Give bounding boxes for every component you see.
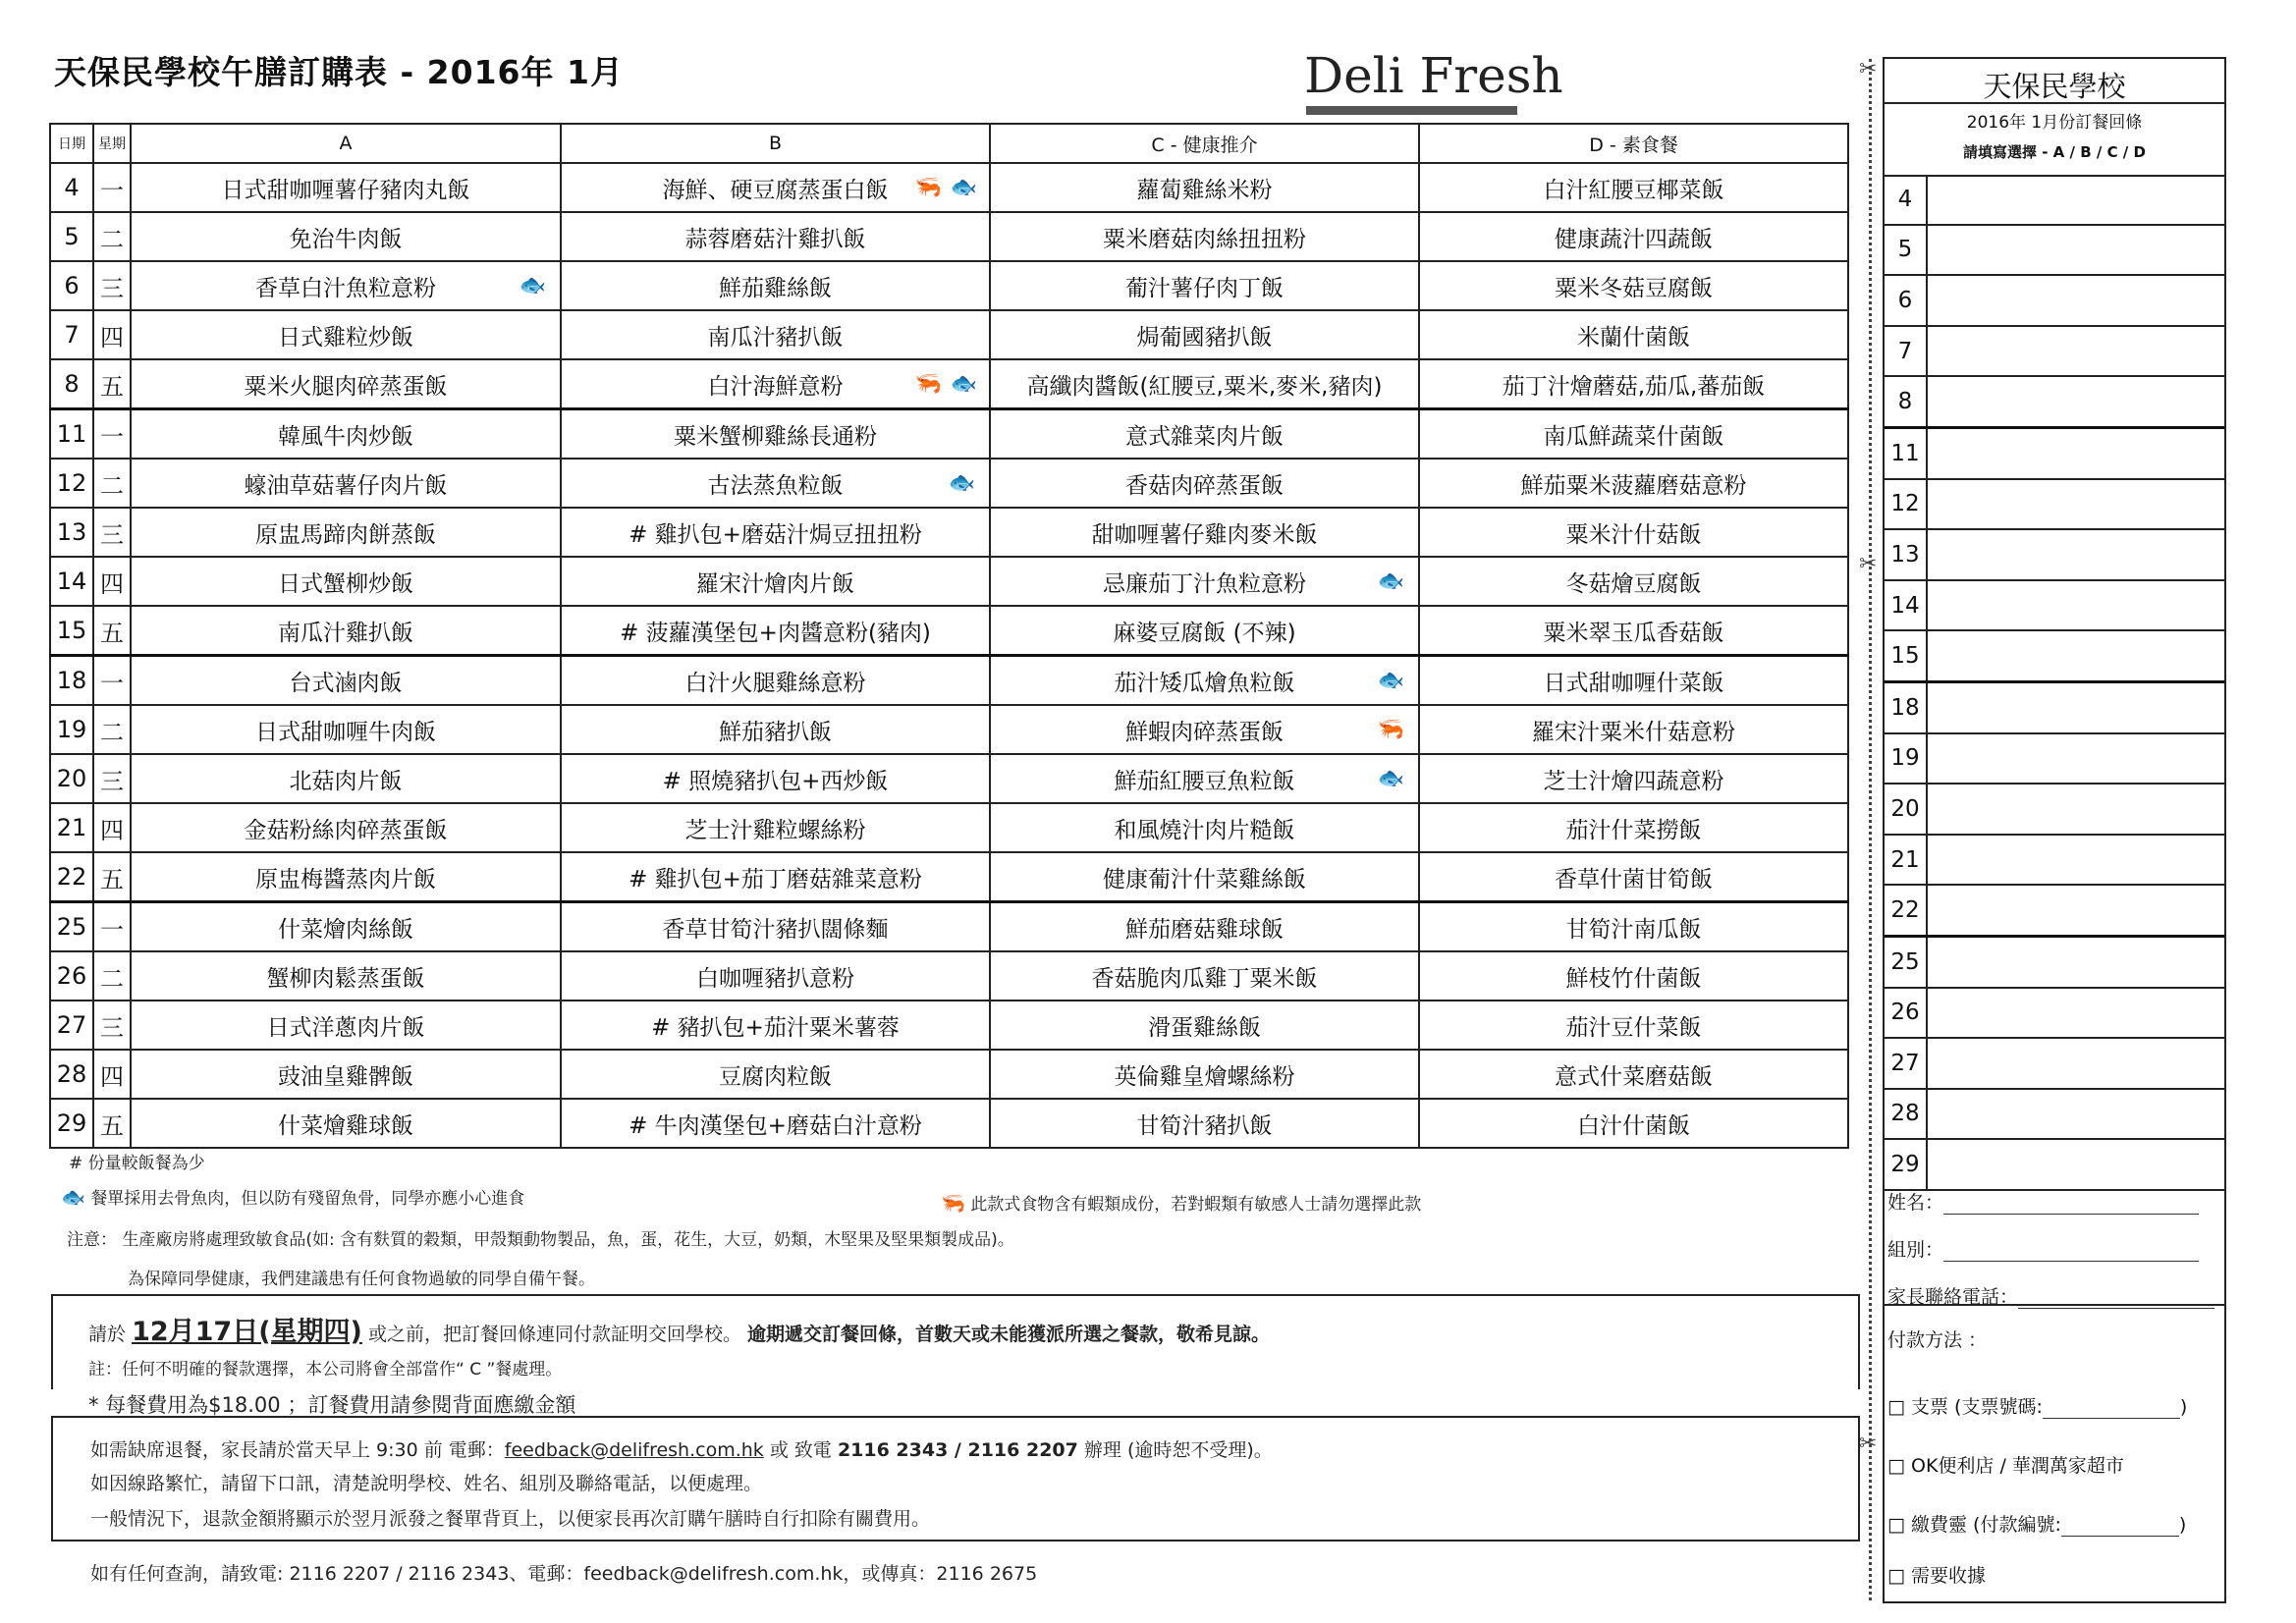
slip-row bbox=[1885, 1090, 2224, 1141]
menu-date: 26 bbox=[50, 951, 93, 1001]
menu-dish-c: 香菇肉碎蒸蛋飯 bbox=[990, 459, 1419, 508]
header-a: A bbox=[131, 124, 561, 163]
slip-day: 4 bbox=[1885, 175, 1928, 224]
slip-day: 19 bbox=[1885, 734, 1928, 784]
slip-row bbox=[1885, 276, 2224, 327]
shrimp-icon: 🦐 bbox=[941, 1191, 965, 1215]
menu-row bbox=[50, 459, 1848, 508]
class-label: 組別： bbox=[1887, 1239, 1944, 1261]
slip-row bbox=[1885, 683, 2224, 734]
menu-dish-c: 甘筍汁豬扒飯 bbox=[990, 1099, 1419, 1148]
menu-date: 6 bbox=[50, 261, 93, 310]
slip-day: 29 bbox=[1885, 1140, 1928, 1189]
menu-weekday: 五 bbox=[93, 359, 131, 409]
menu-date: 21 bbox=[50, 803, 93, 852]
menu-dish-d: 白汁紅腰豆椰菜飯 bbox=[1419, 163, 1848, 212]
menu-dish-b: # 牛肉漢堡包+磨菇白汁意粉 bbox=[561, 1099, 990, 1148]
note-hash: # 份量較飯餐為少 bbox=[69, 1154, 205, 1173]
menu-date: 25 bbox=[50, 902, 93, 952]
contact-line: 如有任何查詢，請致電: 2116 2207 / 2116 2343、電郵：feedback@delifresh.com.hk，或傳真：2116 2675 bbox=[90, 1563, 1038, 1585]
menu-weekday: 二 bbox=[93, 459, 131, 508]
menu-date: 11 bbox=[50, 409, 93, 460]
slip-choice-field[interactable] bbox=[1928, 429, 2224, 478]
fish-icon: 🐟 bbox=[950, 175, 977, 200]
menu-date: 13 bbox=[50, 508, 93, 557]
menu-dish-a: 台式滷肉飯 bbox=[131, 656, 561, 706]
menu-row bbox=[50, 1001, 1848, 1050]
slip-row bbox=[1885, 989, 2224, 1040]
menu-dish-a: 粟米火腿肉碎蒸蛋飯 bbox=[131, 359, 561, 409]
menu-weekday: 二 bbox=[93, 212, 131, 261]
menu-dish-a: 日式洋蔥肉片飯 bbox=[131, 1001, 561, 1050]
menu-dish-a: 日式雞粒炒飯 bbox=[131, 310, 561, 359]
payment-pps-option[interactable]: □ 繳費靈 (付款編號: ) bbox=[1887, 1514, 2187, 1536]
menu-row bbox=[50, 754, 1848, 803]
refund-line-2: 如因線路繁忙，請留下口訊，清楚說明學校、姓名、組別及聯絡電話，以便處理。 bbox=[90, 1473, 763, 1494]
slip-row bbox=[1885, 429, 2224, 480]
menu-date: 12 bbox=[50, 459, 93, 508]
menu-dish-b: 芝士汁雞粒螺絲粉 bbox=[561, 803, 990, 852]
menu-date: 18 bbox=[50, 656, 93, 706]
menu-dish-b: # 菠蘿漢堡包+肉醬意粉(豬肉) bbox=[561, 606, 990, 656]
menu-dish-b: 粟米蟹柳雞絲長通粉 bbox=[561, 409, 990, 460]
header-weekday: 星期 bbox=[93, 124, 131, 163]
slip-choice-field[interactable] bbox=[1928, 836, 2224, 885]
menu-dish-b: 羅宋汁燴肉片飯 bbox=[561, 557, 990, 606]
cheque-label: □ 支票 (支票號碼: bbox=[1887, 1396, 2043, 1418]
menu-dish-a: 南瓜汁雞扒飯 bbox=[131, 606, 561, 656]
slip-row bbox=[1885, 581, 2224, 632]
menu-dish-a: 日式蟹柳炒飯 bbox=[131, 557, 561, 606]
menu-dish-d: 粟米翠玉瓜香菇飯 bbox=[1419, 606, 1848, 656]
menu-row bbox=[50, 310, 1848, 359]
menu-weekday: 四 bbox=[93, 557, 131, 606]
menu-date: 28 bbox=[50, 1050, 93, 1099]
menu-dish-b: 蒜蓉磨菇汁雞扒飯 bbox=[561, 212, 990, 261]
refund-phone: 2116 2343 / 2116 2207 bbox=[837, 1439, 1078, 1461]
note-advice: 為保障同學健康，我們建議患有任何食物過敏的同學自備午餐。 bbox=[128, 1270, 595, 1289]
menu-dish-d: 南瓜鮮蔬菜什菌飯 bbox=[1419, 409, 1848, 460]
menu-dish-b: 鮮茄豬扒飯 bbox=[561, 705, 990, 754]
slip-day: 20 bbox=[1885, 784, 1928, 834]
menu-dish-c: 蘿蔔雞絲米粉 bbox=[990, 163, 1419, 212]
menu-dish-c: 高纖肉醬飯(紅腰豆,粟米,麥米,豬肉) bbox=[990, 359, 1419, 409]
menu-date: 7 bbox=[50, 310, 93, 359]
menu-dish-d: 茄汁豆什菜飯 bbox=[1419, 1001, 1848, 1050]
menu-row bbox=[50, 951, 1848, 1001]
menu-row bbox=[50, 1050, 1848, 1099]
menu-date: 15 bbox=[50, 606, 93, 656]
menu-row bbox=[50, 705, 1848, 754]
brand-logo: Deli Fresh bbox=[1304, 47, 1563, 104]
menu-date: 4 bbox=[50, 163, 93, 212]
slip-day: 26 bbox=[1885, 989, 1928, 1038]
refund-email[interactable]: feedback@delifresh.com.hk bbox=[504, 1439, 764, 1461]
menu-row bbox=[50, 656, 1848, 706]
menu-weekday: 四 bbox=[93, 310, 131, 359]
menu-weekday: 一 bbox=[93, 656, 131, 706]
payment-ok-option[interactable]: □ OK便利店 / 華潤萬家超市 bbox=[1887, 1455, 2124, 1477]
page-title: 天保民學校午膳訂購表 - 2016年 1月 bbox=[54, 53, 624, 91]
slip-choice-field[interactable] bbox=[1928, 226, 2224, 275]
menu-weekday: 一 bbox=[93, 409, 131, 460]
scissors-icon: ✂ bbox=[1859, 57, 1878, 81]
menu-table bbox=[49, 123, 1849, 1149]
fish-icon: 🐟 bbox=[1377, 668, 1404, 693]
menu-dish-a: 豉油皇雞髀飯 bbox=[131, 1050, 561, 1099]
slip-choice-field[interactable] bbox=[1928, 631, 2224, 680]
menu-weekday: 四 bbox=[93, 1050, 131, 1099]
menu-dish-d: 粟米汁什菇飯 bbox=[1419, 508, 1848, 557]
menu-dish-c: 英倫雞皇燴螺絲粉 bbox=[990, 1050, 1419, 1099]
menu-dish-c: 鮮蝦肉碎蒸蛋飯 🦐 bbox=[990, 705, 1419, 754]
menu-weekday: 四 bbox=[93, 803, 131, 852]
note-fish-text: 餐單採用去骨魚肉，但以防有殘留魚骨，同學亦應小心進食 bbox=[90, 1189, 525, 1209]
slip-choice-field[interactable] bbox=[1928, 581, 2224, 630]
menu-row bbox=[50, 803, 1848, 852]
menu-weekday: 五 bbox=[93, 1099, 131, 1148]
slip-choice-field[interactable] bbox=[1928, 683, 2224, 732]
fish-icon: 🐟 bbox=[948, 470, 975, 496]
order-default-note: 註：任何不明確的餐款選擇，本公司將會全部當作“ C ”餐處理。 bbox=[88, 1360, 563, 1380]
slip-choice-field[interactable] bbox=[1928, 784, 2224, 834]
menu-dish-b: 南瓜汁豬扒飯 bbox=[561, 310, 990, 359]
slip-day: 15 bbox=[1885, 631, 1928, 680]
menu-dish-b: # 豬扒包+茄汁粟米薯蓉 bbox=[561, 1001, 990, 1050]
menu-dish-d: 茄丁汁燴蘑菇,茄瓜,蕃茄飯 bbox=[1419, 359, 1848, 409]
menu-dish-c: 香菇脆肉瓜雞丁粟米飯 bbox=[990, 951, 1419, 1001]
menu-dish-c: 滑蛋雞絲飯 bbox=[990, 1001, 1419, 1050]
menu-row bbox=[50, 606, 1848, 656]
slip-choice-field[interactable] bbox=[1928, 1039, 2224, 1088]
payment-cheque-option[interactable]: □ 支票 (支票號碼: ) bbox=[1887, 1396, 2188, 1418]
slip-row bbox=[1885, 480, 2224, 531]
slip-choice-field[interactable] bbox=[1928, 480, 2224, 529]
menu-dish-d: 芝士汁燴四蔬意粉 bbox=[1419, 754, 1848, 803]
menu-dish-a: 香草白汁魚粒意粉 🐟 bbox=[131, 261, 561, 310]
slip-day: 11 bbox=[1885, 429, 1928, 478]
brand-underline bbox=[1306, 106, 1517, 115]
menu-dish-b: 海鮮、硬豆腐蒸蛋白飯 🦐 🐟 bbox=[561, 163, 990, 212]
menu-dish-b: 白咖喱豬扒意粉 bbox=[561, 951, 990, 1001]
menu-dish-b: 鮮茄雞絲飯 bbox=[561, 261, 990, 310]
slip-rows bbox=[1885, 175, 2224, 1191]
menu-dish-c: 焗葡國豬扒飯 bbox=[990, 310, 1419, 359]
slip-day: 12 bbox=[1885, 480, 1928, 529]
reply-slip-header bbox=[1885, 59, 2224, 177]
menu-dish-c: 麻婆豆腐飯 (不辣) bbox=[990, 606, 1419, 656]
name-field[interactable] bbox=[1887, 1188, 2199, 1215]
menu-dish-b: 香草甘筍汁豬扒闊條麵 bbox=[561, 902, 990, 952]
slip-row bbox=[1885, 784, 2224, 836]
menu-dish-c: 茄汁矮瓜燴魚粒飯 🐟 bbox=[990, 656, 1419, 706]
menu-row bbox=[50, 212, 1848, 261]
slip-day: 21 bbox=[1885, 836, 1928, 885]
menu-dish-d: 甘筍汁南瓜飯 bbox=[1419, 902, 1848, 952]
menu-dish-d: 米蘭什菌飯 bbox=[1419, 310, 1848, 359]
menu-dish-b: 白汁火腿雞絲意粉 bbox=[561, 656, 990, 706]
menu-row bbox=[50, 508, 1848, 557]
menu-date: 20 bbox=[50, 754, 93, 803]
menu-dish-c: 粟米磨菇肉絲扭扭粉 bbox=[990, 212, 1419, 261]
menu-dish-b: # 照燒豬扒包+西炒飯 bbox=[561, 754, 990, 803]
menu-date: 5 bbox=[50, 212, 93, 261]
slip-day: 13 bbox=[1885, 530, 1928, 579]
menu-dish-d: 羅宋汁粟米什菇意粉 bbox=[1419, 705, 1848, 754]
menu-dish-a: 韓風牛肉炒飯 bbox=[131, 409, 561, 460]
slip-choice-field[interactable] bbox=[1928, 938, 2224, 987]
menu-dish-b: 白汁海鮮意粉 🦐 🐟 bbox=[561, 359, 990, 409]
menu-dish-c: 甜咖喱薯仔雞肉麥米飯 bbox=[990, 508, 1419, 557]
menu-dish-b: 豆腐肉粒飯 bbox=[561, 1050, 990, 1099]
menu-row bbox=[50, 557, 1848, 606]
menu-dish-d: 意式什菜磨菇飯 bbox=[1419, 1050, 1848, 1099]
slip-day: 14 bbox=[1885, 581, 1928, 630]
slip-choice-field[interactable] bbox=[1928, 989, 2224, 1038]
menu-dish-c: 葡汁薯仔肉丁飯 bbox=[990, 261, 1419, 310]
slip-choice-field[interactable] bbox=[1928, 886, 2224, 935]
slip-row bbox=[1885, 938, 2224, 989]
menu-row bbox=[50, 261, 1848, 310]
menu-dish-d: 白汁什菌飯 bbox=[1419, 1099, 1848, 1148]
fish-icon: 🐟 bbox=[61, 1185, 85, 1209]
slip-day: 5 bbox=[1885, 226, 1928, 275]
menu-date: 19 bbox=[50, 705, 93, 754]
header-date: 日期 bbox=[50, 124, 93, 163]
menu-dish-c: 健康葡汁什菜雞絲飯 bbox=[990, 852, 1419, 902]
slip-choice-field[interactable] bbox=[1928, 530, 2224, 579]
slip-day: 27 bbox=[1885, 1039, 1928, 1088]
slip-day: 22 bbox=[1885, 886, 1928, 935]
parent-phone-label: 家長聯絡電話： bbox=[1887, 1286, 2019, 1308]
header-c: C - 健康推介 bbox=[990, 124, 1419, 163]
menu-dish-a: 北菇肉片飯 bbox=[131, 754, 561, 803]
slip-day: 6 bbox=[1885, 276, 1928, 325]
slip-row bbox=[1885, 734, 2224, 785]
slip-day: 7 bbox=[1885, 327, 1928, 376]
menu-dish-a: 日式甜咖喱薯仔豬肉丸飯 bbox=[131, 163, 561, 212]
slip-row bbox=[1885, 530, 2224, 581]
slip-row bbox=[1885, 1039, 2224, 1090]
menu-weekday: 三 bbox=[93, 261, 131, 310]
menu-dish-c: 忌廉茄丁汁魚粒意粉 🐟 bbox=[990, 557, 1419, 606]
menu-dish-a: 什菜燴雞球飯 bbox=[131, 1099, 561, 1148]
menu-weekday: 一 bbox=[93, 163, 131, 212]
slip-day: 18 bbox=[1885, 683, 1928, 732]
menu-dish-d: 粟米冬菇豆腐飯 bbox=[1419, 261, 1848, 310]
menu-dish-c: 和風燒汁肉片糙飯 bbox=[990, 803, 1419, 852]
order-deadline: 12月17日(星期四) bbox=[132, 1317, 362, 1347]
slip-row bbox=[1885, 175, 2224, 226]
fish-icon: 🐟 bbox=[519, 273, 546, 298]
slip-day: 28 bbox=[1885, 1090, 1928, 1139]
menu-weekday: 三 bbox=[93, 508, 131, 557]
menu-row bbox=[50, 852, 1848, 902]
menu-date: 8 bbox=[50, 359, 93, 409]
scissors-icon: ✂ bbox=[1859, 1432, 1878, 1456]
menu-dish-d: 冬菇燴豆腐飯 bbox=[1419, 557, 1848, 606]
menu-row bbox=[50, 359, 1848, 409]
scissors-icon: ✂ bbox=[1859, 552, 1878, 576]
menu-date: 27 bbox=[50, 1001, 93, 1050]
header-b: B bbox=[561, 124, 990, 163]
shrimp-icon: 🦐 bbox=[914, 175, 942, 200]
menu-dish-d: 茄汁什菜撈飯 bbox=[1419, 803, 1848, 852]
slip-choice-field[interactable] bbox=[1928, 327, 2224, 376]
note-fish bbox=[61, 1184, 524, 1209]
note-shrimp bbox=[941, 1190, 1421, 1215]
name-label: 姓名： bbox=[1887, 1192, 1944, 1214]
fish-icon: 🐟 bbox=[1377, 568, 1404, 594]
slip-row bbox=[1885, 631, 2224, 683]
menu-date: 29 bbox=[50, 1099, 93, 1148]
menu-dish-a: 免治牛肉飯 bbox=[131, 212, 561, 261]
slip-choice-field[interactable] bbox=[1928, 175, 2224, 224]
menu-row bbox=[50, 163, 1848, 212]
fish-icon: 🐟 bbox=[950, 371, 977, 397]
slip-choice-field[interactable] bbox=[1928, 734, 2224, 784]
slip-choice-field[interactable] bbox=[1928, 1140, 2224, 1189]
menu-weekday: 五 bbox=[93, 606, 131, 656]
order-middle: 或之前，把訂餐回條連同付款証明交回學校。 bbox=[367, 1324, 741, 1345]
menu-dish-b: # 雞扒包+磨菇汁焗豆扭扭粉 bbox=[561, 508, 990, 557]
menu-dish-d: 日式甜咖喱什菜飯 bbox=[1419, 656, 1848, 706]
note-caution: 注意： 生產廠房將處理致敏食品(如: 含有麩質的穀類，甲殼類動物製品，魚，蛋，花生，大豆，奶類，木堅果及堅果類製成品)。 bbox=[67, 1230, 1014, 1250]
menu-dish-b: # 雞扒包+茄丁磨菇雜菜意粉 bbox=[561, 852, 990, 902]
menu-dish-d: 鮮枝竹什菌飯 bbox=[1419, 951, 1848, 1001]
slip-choice-field[interactable] bbox=[1928, 276, 2224, 325]
class-field[interactable] bbox=[1887, 1235, 2199, 1262]
menu-date: 22 bbox=[50, 852, 93, 902]
slip-row bbox=[1885, 836, 2224, 887]
refund-line-1-c: 辦理 (逾時恕不受理)。 bbox=[1077, 1439, 1273, 1461]
menu-weekday: 三 bbox=[93, 754, 131, 803]
menu-weekday: 二 bbox=[93, 705, 131, 754]
slip-day: 8 bbox=[1885, 377, 1928, 426]
menu-dish-d: 香草什菌甘筍飯 bbox=[1419, 852, 1848, 902]
slip-row bbox=[1885, 886, 2224, 938]
pps-label: □ 繳費靈 (付款編號: bbox=[1887, 1514, 2061, 1536]
slip-row bbox=[1885, 226, 2224, 277]
slip-choice-field[interactable] bbox=[1928, 1090, 2224, 1139]
shrimp-icon: 🦐 bbox=[1377, 717, 1404, 742]
menu-dish-a: 原盅梅醬蒸肉片飯 bbox=[131, 852, 561, 902]
refund-line-3: 一般情況下，退款金額將顯示於翌月派發之餐單背頁上，以便家長再次訂購午膳時自行扣除有關費用。 bbox=[90, 1508, 931, 1530]
menu-dish-c: 鮮茄紅腰豆魚粒飯 🐟 bbox=[990, 754, 1419, 803]
slip-instruction: 請填寫選擇 - A / B / C / D bbox=[1963, 143, 2146, 161]
refund-line-1-a: 如需缺席退餐，家長請於當天早上 9:30 前 電郵： bbox=[90, 1439, 505, 1461]
slip-month: 2016年 1月份訂餐回條 bbox=[1885, 102, 2224, 133]
menu-row bbox=[50, 1099, 1848, 1148]
menu-weekday: 三 bbox=[93, 1001, 131, 1050]
payment-title: 付款方法 ： bbox=[1887, 1329, 1988, 1351]
slip-row bbox=[1885, 377, 2224, 429]
menu-dish-a: 原盅馬蹄肉餅蒸飯 bbox=[131, 508, 561, 557]
menu-row bbox=[50, 902, 1848, 952]
menu-weekday: 一 bbox=[93, 902, 131, 952]
menu-dish-d: 健康蔬汁四蔬飯 bbox=[1419, 212, 1848, 261]
shrimp-icon: 🦐 bbox=[914, 371, 942, 397]
menu-dish-c: 鮮茄磨菇雞球飯 bbox=[990, 902, 1419, 952]
slip-row bbox=[1885, 327, 2224, 378]
slip-choice-field[interactable] bbox=[1928, 377, 2224, 426]
order-line bbox=[88, 1310, 1270, 1348]
menu-dish-a: 金菇粉絲肉碎蒸蛋飯 bbox=[131, 803, 561, 852]
menu-dish-a: 蟹柳肉鬆蒸蛋飯 bbox=[131, 951, 561, 1001]
menu-dish-a: 日式甜咖喱牛肉飯 bbox=[131, 705, 561, 754]
menu-dish-a: 蠔油草菇薯仔肉片飯 bbox=[131, 459, 561, 508]
order-prefix: 請於 bbox=[88, 1324, 127, 1345]
slip-day: 25 bbox=[1885, 938, 1928, 987]
menu-dish-c: 意式雜菜肉片飯 bbox=[990, 409, 1419, 460]
order-fee: * 每餐費用為$18.00 ；訂餐費用請參閱背面應繳金額 bbox=[88, 1393, 576, 1417]
fish-icon: 🐟 bbox=[1377, 766, 1404, 791]
menu-dish-d: 鮮茄粟米菠蘿磨菇意粉 bbox=[1419, 459, 1848, 508]
menu-dish-a: 什菜燴肉絲飯 bbox=[131, 902, 561, 952]
menu-dish-b: 古法蒸魚粒飯 🐟 bbox=[561, 459, 990, 508]
menu-weekday: 五 bbox=[93, 852, 131, 902]
payment-receipt-option[interactable]: □ 需要收據 bbox=[1887, 1565, 1986, 1587]
order-late-warning: 逾期遞交訂餐回條，首數天或未能獲派所選之餐款，敬希見諒。 bbox=[747, 1324, 1271, 1345]
slip-row bbox=[1885, 1140, 2224, 1191]
cut-line bbox=[1869, 59, 1872, 1600]
refund-line-1 bbox=[90, 1435, 1273, 1462]
menu-row bbox=[50, 409, 1848, 460]
slip-school-name: 天保民學校 bbox=[1983, 70, 2126, 103]
header-d: D - 素食餐 bbox=[1419, 124, 1848, 163]
menu-weekday: 二 bbox=[93, 951, 131, 1001]
note-shrimp-text: 此款式食物含有蝦類成份，若對蝦類有敏感人士請勿選擇此款 bbox=[970, 1195, 1422, 1215]
menu-date: 14 bbox=[50, 557, 93, 606]
refund-line-1-b: 或 致電 bbox=[763, 1439, 838, 1461]
